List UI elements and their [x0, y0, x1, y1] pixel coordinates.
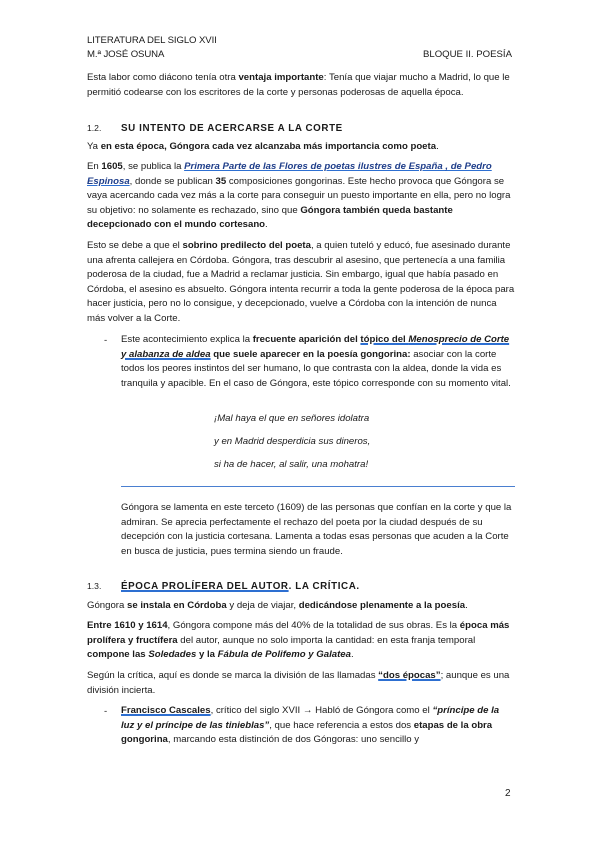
header-title: LITERATURA DEL SIGLO XVII — [87, 35, 217, 46]
paragraph-epoca: Ya en esta época, Góngora cada vez alcanzaba más importancia como poeta. — [87, 141, 439, 152]
verse-line-2: y en Madrid desperdicia sus dineros, — [214, 436, 371, 447]
paragraph-cordoba: Góngora se instala en Córdoba y deja de viajar, dedicándose plenamente a la poesía. — [87, 600, 468, 611]
bullet-cascales: Francisco Cascales, crítico del siglo XVII → Habló de Góngora como el “príncipe de la luz y el príncipe de las tinieblas”, que hace referencia a estos dos etapas de la obra gongorina, marcando esta distinción de dos Góngoras: uno sencillo y — [121, 705, 500, 746]
paragraph-sobrino: Esto se debe a que el sobrino predilecto del poeta, a quien tuteló y educó, fue asesinado durante una afrenta callejera en Córdoba. Góngora, tras descubrir al asesino, que pertenecía a una familia poderosa de la ciudad, fue a Madrid a reclamar justicia. Sin embargo, igual que había pasado en Córdoba, el asesino es absuelto. Góngora intenta recurrir a toda la gente poderosa de la época para hacer justicia, pero no lo consigue, y decepcionado, vuelve a Córdoba con la intención de nunca más volver a la Corte. — [87, 240, 515, 324]
header-block: BLOQUE II. POESÍA — [422, 49, 512, 60]
bullet-dash: - — [104, 335, 108, 346]
divider-line — [121, 486, 515, 487]
section-number: 1.2. — [87, 123, 102, 133]
paragraph-1610: Entre 1610 y 1614, Góngora compone más del 40% de la totalidad de sus obras. Es la época más prolífera y fructífera del autor, aunque no solo importa la cantidad: en esta franja temporal compone las Soledades y la Fábula de Polifemo y Galatea. — [87, 620, 510, 661]
section-title: ÉPOCA PROLÍFERA DEL AUTOR — [121, 581, 289, 592]
terceto-comment: Góngora se lamenta en este terceto (1609) de las personas que confían en la corte y que la admiran. Se aprecia perfectamente el rechazo del poeta por la ciudad después de su decepción con la justicia cortesana. Lamenta a todas esas personas que acuden a la Corte en busca de justicia, pues termina siendo un fraude. — [121, 502, 512, 557]
section-heading-1-2 — [87, 121, 343, 136]
header-author: M.ª JOSÉ OSUNA — [87, 49, 165, 60]
intro-paragraph: Esta labor como diácono tenía otra ventaja importante: Tenía que viajar mucho a Madrid, lo que le permitió codearse con los escritores de la corte y personas poderosas de aquella época. — [87, 72, 510, 98]
verse-line-1: ¡Mal haya el que en señores idolatra — [214, 413, 370, 424]
verse-line-3: si ha de hacer, al salir, una mohatra! — [214, 459, 369, 470]
section-heading-1-3: 1.3. ÉPOCA PROLÍFERA DEL AUTOR. LA CRÍTICA. — [87, 581, 360, 592]
section-title: SU INTENTO DE ACERCARSE A LA CORTE — [121, 123, 343, 134]
bullet-menosprecio: Este acontecimiento explica la frecuente aparición del tópico del Menosprecio de Corte y alabanza de aldea que suele aparecer en la poesía gongorina: asociar con la corte todos los peores instintos del ser humano, lo que contrasta con la aldea, donde la vida es tranquila y apacible. En el caso de Góngora, este tópico corresponde con su momento vital. — [121, 334, 511, 389]
flores-link[interactable]: Primera Parte de las Flores de poetas ilustres de España , de Pedro Espinosa — [87, 161, 492, 187]
paragraph-1605: En 1605, se publica la Primera Parte de las Flores de poetas ilustres de España , de Pedro Espinosa, donde se publican 35 composiciones gongorinas. Este hecho provoca que Góngora se vaya acercando cada vez más a la corte para conseguir un puesto importante en ella, pero no logra su objetivo: no solamente es rechazado, sino que Góngora también queda bastante decepcionado con el mundo cortesano. — [87, 161, 511, 231]
paragraph-dos-epocas: Según la crítica, aquí es donde se marca la división de las llamadas “dos épocas”; aunque es una división incierta. — [87, 670, 510, 696]
bullet-dash: - — [104, 706, 108, 717]
section-number: 1.3. — [87, 581, 102, 591]
page-number: 2 — [505, 788, 511, 799]
